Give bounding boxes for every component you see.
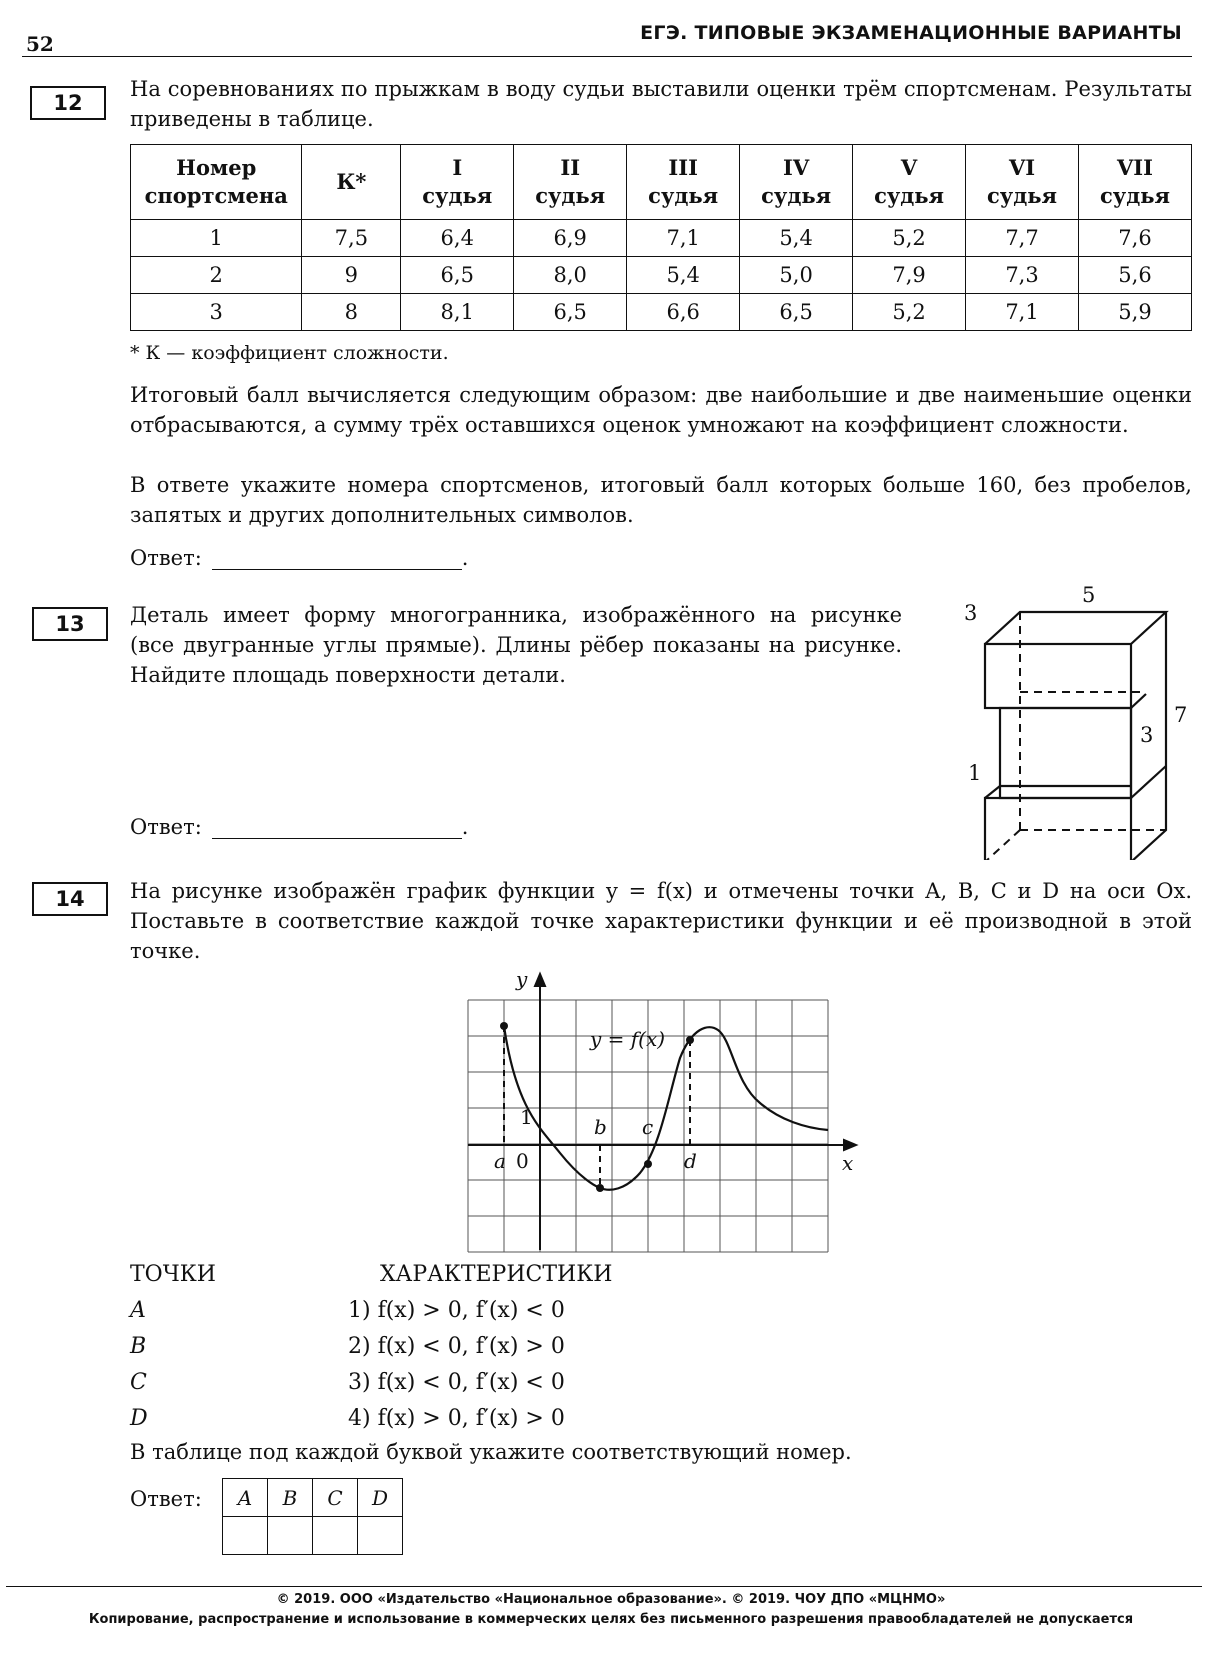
answer-col-c: C bbox=[313, 1479, 358, 1517]
answer-label: Ответ: bbox=[130, 546, 202, 570]
table-cell: 6,5 bbox=[514, 294, 627, 331]
coef-footnote: * К — коэффициент сложности. bbox=[130, 342, 449, 364]
x-axis-arrow bbox=[844, 1140, 856, 1150]
task-13-answer: Ответ: . bbox=[130, 815, 469, 839]
table-cell: 5,2 bbox=[853, 294, 966, 331]
characteristic-1: 1) f(x) > 0, f′(x) < 0 bbox=[348, 1298, 565, 1323]
header-rule bbox=[22, 56, 1192, 57]
label-d: d bbox=[684, 1149, 697, 1173]
top-block-top bbox=[985, 612, 1166, 644]
y-axis-arrow bbox=[535, 974, 545, 986]
points-header: ТОЧКИ bbox=[130, 1262, 216, 1287]
label-y-axis: y bbox=[516, 968, 528, 991]
table-cell: 7,5 bbox=[302, 220, 401, 257]
table-cell: 7,1 bbox=[627, 220, 740, 257]
page-number: 52 bbox=[26, 32, 54, 56]
table-cell: 7,7 bbox=[966, 220, 1079, 257]
scoring-rule: Итоговый балл вычисляется следующим образом: две наибольшие и две наименьшие оценки отбрасываются, а сумму трёх оставшихся оценок умножают на коэффициент сложности. bbox=[130, 383, 1192, 437]
label-a: a bbox=[494, 1149, 506, 1173]
task-12-number: 12 bbox=[30, 86, 106, 120]
point-on-curve-b bbox=[596, 1184, 604, 1192]
point-on-curve-a bbox=[500, 1022, 508, 1030]
table-cell: 5,4 bbox=[627, 257, 740, 294]
header-coef: К* bbox=[302, 145, 401, 220]
header-judge-4: IV судья bbox=[740, 145, 853, 220]
label-top-depth: 3 bbox=[964, 601, 978, 625]
table-cell: 7,6 bbox=[1079, 220, 1192, 257]
answer-cell-b[interactable] bbox=[268, 1517, 313, 1555]
table-cell: 7,1 bbox=[966, 294, 1079, 331]
footer-rule bbox=[6, 1586, 1202, 1587]
header-judge-5: V судья bbox=[853, 145, 966, 220]
header-judge-7: VII судья bbox=[1079, 145, 1192, 220]
answer-cell-d[interactable] bbox=[358, 1517, 403, 1555]
table-cell: 8 bbox=[302, 294, 401, 331]
table-cell: 2 bbox=[131, 257, 302, 294]
point-on-curve-c bbox=[644, 1160, 652, 1168]
label-height-total: 7 bbox=[1174, 703, 1188, 727]
table-cell: 7,9 bbox=[853, 257, 966, 294]
function-graph bbox=[460, 968, 870, 1258]
polyhedron-figure bbox=[950, 580, 1200, 860]
footer-notice: Копирование, распространение и использование в коммерческих целях без письменного разрешения правообладателей не допускается bbox=[88, 1612, 1134, 1627]
table-cell: 5,0 bbox=[740, 257, 853, 294]
table-row bbox=[131, 294, 1192, 331]
running-title: ЕГЭ. ТИПОВЫЕ ЭКЗАМЕНАЦИОННЫЕ ВАРИАНТЫ bbox=[640, 22, 1182, 44]
table-cell: 8,1 bbox=[401, 294, 514, 331]
answer-col-b: B bbox=[268, 1479, 313, 1517]
table-cell: 6,5 bbox=[740, 294, 853, 331]
label-top-width: 5 bbox=[1082, 583, 1096, 607]
table-cell: 8,0 bbox=[514, 257, 627, 294]
task-12-answer: Ответ: . bbox=[130, 546, 469, 570]
scores-table bbox=[130, 144, 1192, 331]
table-header-row bbox=[131, 145, 1192, 220]
task-14-text: На рисунке изображён график функции y = f(x) и отмечены точки A, B, C и D на оси Ox. Поставьте в соответствие каждой точке характеристики функции и её производной в этой точке. bbox=[130, 879, 1192, 963]
label-bottom-height: 1 bbox=[968, 761, 982, 785]
table-cell: 7,3 bbox=[966, 257, 1079, 294]
table-cell: 6,9 bbox=[514, 220, 627, 257]
table-cell: 5,4 bbox=[740, 220, 853, 257]
table-cell: 6,6 bbox=[627, 294, 740, 331]
point-a: A bbox=[130, 1298, 146, 1323]
label-zero: 0 bbox=[516, 1149, 529, 1173]
label-b: b bbox=[594, 1115, 607, 1139]
task-13-text: Деталь имеет форму многогранника, изображённого на рисунке (все двугранные углы прямые). Длины рёбер показаны на рисунке. Найдите площадь поверхности детали. bbox=[130, 603, 902, 687]
point-d: D bbox=[130, 1406, 148, 1431]
table-cell: 3 bbox=[131, 294, 302, 331]
header-judge-2: II судья bbox=[514, 145, 627, 220]
task-13-number: 13 bbox=[32, 607, 108, 641]
answer-cell-c[interactable] bbox=[313, 1517, 358, 1555]
label-c: c bbox=[642, 1115, 654, 1139]
table-cell: 5,2 bbox=[853, 220, 966, 257]
table-row bbox=[131, 257, 1192, 294]
header-judge-6: VI судья bbox=[966, 145, 1079, 220]
table-cell: 6,5 bbox=[401, 257, 514, 294]
characteristic-3: 3) f(x) < 0, f′(x) < 0 bbox=[348, 1370, 565, 1395]
answer-col-d: D bbox=[358, 1479, 403, 1517]
table-cell: 9 bbox=[302, 257, 401, 294]
footer-copyright: © 2019. ООО «Издательство «Национальное образование». © 2019. ЧОУ ДПО «МЦНМО» bbox=[276, 1592, 946, 1607]
label-one: 1 bbox=[520, 1105, 533, 1129]
bottom-block-top bbox=[985, 786, 1131, 798]
task-14-answer-table bbox=[222, 1478, 403, 1555]
table-row bbox=[131, 220, 1192, 257]
bottom-block-right-top bbox=[1131, 766, 1166, 798]
table-instruction: В таблице под каждой буквой укажите соответствующий номер. bbox=[130, 1440, 852, 1464]
top-block-bottom-right bbox=[1131, 694, 1146, 708]
table-cell: 6,4 bbox=[401, 220, 514, 257]
characteristic-2: 2) f(x) < 0, f′(x) > 0 bbox=[348, 1334, 565, 1359]
point-c: C bbox=[130, 1370, 147, 1395]
answer-label: Ответ: bbox=[130, 815, 202, 839]
table-cell: 5,6 bbox=[1079, 257, 1192, 294]
header-judge-3: III судья bbox=[627, 145, 740, 220]
characteristic-4: 4) f(x) > 0, f′(x) > 0 bbox=[348, 1406, 565, 1431]
characteristics-header: ХАРАКТЕРИСТИКИ bbox=[380, 1262, 613, 1287]
task-14-answer-label: Ответ: bbox=[130, 1487, 202, 1511]
point-on-curve-d bbox=[686, 1036, 694, 1044]
point-b: B bbox=[130, 1334, 147, 1359]
task-14-number: 14 bbox=[32, 882, 108, 916]
answer-col-a: A bbox=[223, 1479, 268, 1517]
task-12-intro: На соревнованиях по прыжкам в воду судьи выставили оценки трём спортсменам. Результаты приведены в таблице. bbox=[130, 77, 1192, 131]
table-cell: 1 bbox=[131, 220, 302, 257]
task-12-instruction: В ответе укажите номера спортсменов, итоговый балл которых больше 160, без пробелов, запятых и других дополнительных символов. bbox=[130, 473, 1192, 527]
task-12-answer-field[interactable] bbox=[212, 547, 462, 570]
label-middle-height: 3 bbox=[1140, 723, 1154, 747]
header-judge-1: I судья bbox=[401, 145, 514, 220]
hidden-diagonal-edge bbox=[985, 830, 1020, 860]
task-13-answer-field[interactable] bbox=[212, 816, 462, 839]
label-function: y = f(x) bbox=[590, 1027, 666, 1051]
answer-cell-a[interactable] bbox=[223, 1517, 268, 1555]
table-cell: 5,9 bbox=[1079, 294, 1192, 331]
top-block-front bbox=[985, 644, 1131, 708]
label-x-axis: x bbox=[842, 1151, 854, 1175]
header-athlete: Номер спортсмена bbox=[131, 145, 302, 220]
